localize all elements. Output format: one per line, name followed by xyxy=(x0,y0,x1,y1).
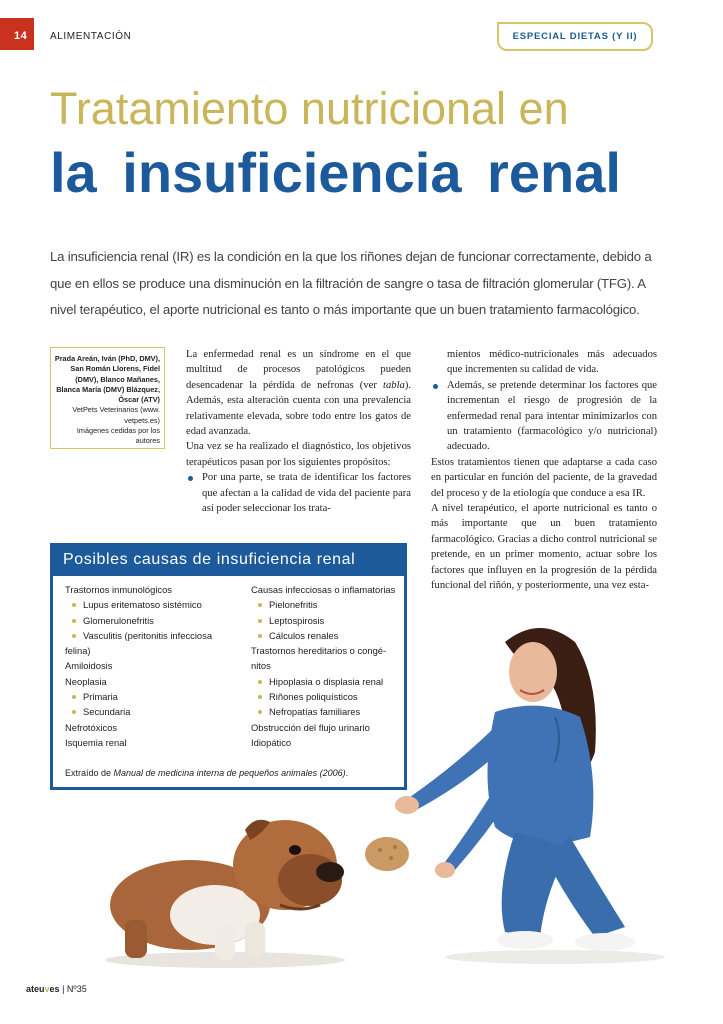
section-label: ALIMENTACIÓN xyxy=(50,31,132,42)
table-source: Extraído de Manual de medicina interna de pequeños animales (2006). xyxy=(65,768,349,778)
cause-item: Vasculitis (peritonitis infecciosa xyxy=(65,628,235,643)
article-title-line2: la insuficiencia renal xyxy=(50,141,621,204)
body-paragraph: A nivel terapéutico, el aporte nutricional es tanto o más importante que un buen tratamiento farmacológico. Gracias a dicho control nutricional se pretende, en un primer momento, actuar sobre los factores que influyen en la progresión de la pérdida funcional del riñón, y posteriormente, una vez esta- xyxy=(431,503,657,592)
body-paragraph: Estos tratamientos tienen que adaptarse a cada caso en particular en función del paciente, de la gravedad del proceso y de la etiología que conduce a esa IR. xyxy=(431,456,657,499)
cause-item: Pielonefritis xyxy=(251,597,401,612)
body-column-1 xyxy=(186,347,411,516)
cause-item: Riñones poliquísticos xyxy=(251,689,401,704)
cause-heading: Isquemia renal xyxy=(65,736,127,748)
causes-column-a xyxy=(65,582,235,750)
cause-heading: Idiopático xyxy=(251,736,292,748)
cause-heading: Nefrotóxicos xyxy=(65,721,118,733)
image-credits: Imágenes cedidas por los autores xyxy=(76,426,160,446)
author-names: Prada Areán, Iván (PhD, DMV), San Román Llorens, Fidel (DMV), Blanco Mañanes, Blanca María (DMV) Blázquez, Óscar (ATV) xyxy=(54,354,160,405)
cause-item: Leptospirosis xyxy=(251,613,401,628)
causes-table-title: Posibles causas de insuficiencia renal xyxy=(53,546,404,576)
cause-heading: Trastornos inmunológicos xyxy=(65,584,172,595)
lead-paragraph: La insuficiencia renal (IR) es la condición en la que los riñones dejan de funcionar correctamente, debido a que en ellos se produce una disminución en la filtración de sangre o tasa de filtración glomerular (TFG). A nivel terapéutico, el aporte nutricional es tanto o más importante que un buen tratamiento farmacológico. xyxy=(50,249,652,317)
bulldog-photo xyxy=(95,810,355,970)
magazine-logo: ateuves xyxy=(26,984,60,994)
bullet-item: Por una parte, se trata de identificar los factores que afectan a la calidad de vida del paciente para así poder seleccionar los trata- xyxy=(186,470,411,516)
author-box xyxy=(50,347,165,449)
cause-item: Hipoplasia o displasia renal xyxy=(251,674,401,689)
cause-item: Secundaria xyxy=(65,704,235,719)
veterinarian-photo xyxy=(355,622,675,967)
cause-item: Glomerulonefritis xyxy=(65,613,235,628)
cause-item: Lupus eritematoso sistémico xyxy=(65,597,235,612)
cause-heading: Trastornos hereditarios o congé- xyxy=(251,645,387,657)
cause-item: Nefropatías familiares xyxy=(251,704,401,719)
body-paragraph: Una vez se ha realizado el diagnóstico, los objetivos terapéuticos pasan por los siguientes propósitos: xyxy=(186,441,411,468)
series-badge: ESPECIAL DIETAS (Y II) xyxy=(497,22,653,51)
cause-heading: Obstrucción del flujo urinario xyxy=(251,721,370,733)
cause-item: Primaria xyxy=(65,689,235,704)
causes-table-box xyxy=(50,543,407,790)
page-number: 14 xyxy=(0,18,34,50)
issue-number: | Nº35 xyxy=(62,984,87,994)
cause-heading-wrap: nitos xyxy=(251,660,271,672)
page-footer xyxy=(26,984,87,994)
article-title-line1: Tratamiento nutricional en xyxy=(50,83,569,134)
body-column-2 xyxy=(431,347,657,594)
cause-heading: Amiloidosis xyxy=(65,660,113,672)
bullet-item: Además, se pretende determinar los factores que incrementan el riesgo de progresión de la enfermedad renal para intentar minimizarlos con un tratamiento (farmacológico y/o nutricional) adecuado. xyxy=(431,378,657,455)
author-affiliation: VetPets Veterinarios (www. vetpets.es) xyxy=(72,405,160,425)
bullet-continuation: mientos médico-nutricionales más adecuados que incrementen su calidad de vida. xyxy=(447,349,657,376)
cause-item: Cálculos renales xyxy=(251,628,401,643)
cause-heading: Neoplasia xyxy=(65,675,107,687)
body-paragraph: La enfermedad renal es un síndrome en el que multitud de procesos patológicos pueden desencadenar la pérdida de nefronas (ver tabla). Además, esta alteración cuenta con una prevalencia relativamente elevada, sobre todo entre los gatos de edad avanzada. xyxy=(186,349,411,438)
cause-item-wrap: felina) xyxy=(65,645,91,657)
cause-heading: Causas infecciosas o inflamatorias xyxy=(251,584,396,595)
